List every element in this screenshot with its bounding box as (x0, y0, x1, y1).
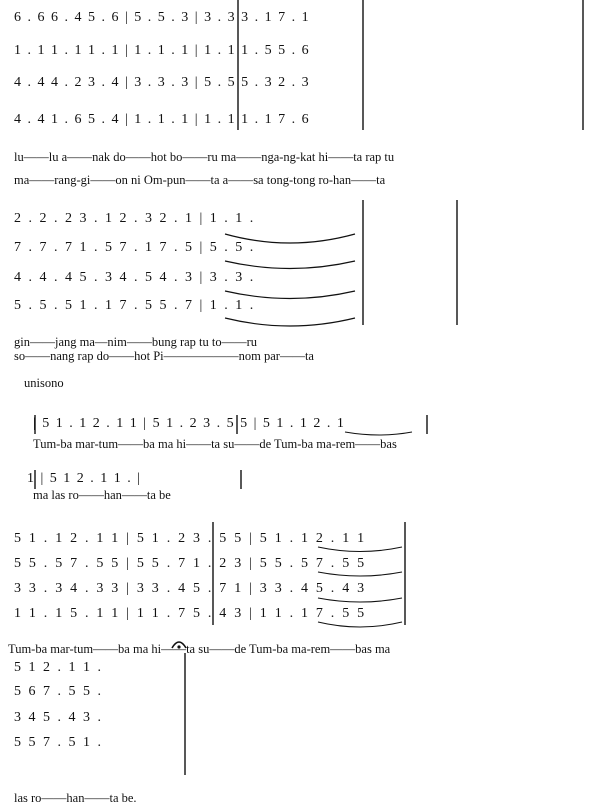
unisono-line-2: 1 | 5 1 2 . 1 1 . | (27, 471, 142, 486)
s2-row-2: 7 . 7 . 7 1 . 5 7 . 1 7 . 5 | 5 . 5 . (14, 240, 256, 255)
s4-lyric: las ro——han——ta be. (14, 791, 137, 805)
s3-row-4: 1 1 . 1 5 . 1 1 | 1 1 . 7 5 . 4 3 | 1 1 . 1 7 . 5 5 (14, 606, 367, 621)
s1-row-3: 4 . 4 4 . 2 3 . 4 | 3 . 3 . 3 | 5 . 5 5 . 3 2 . 3 (14, 75, 311, 90)
s1-row-2: 1 . 1 1 . 1 1 . 1 | 1 . 1 . 1 | 1 . 1 1 . 5 5 . 6 (14, 43, 311, 58)
s4-row-4: 5 5 7 . 5 1 . (14, 735, 103, 750)
s2-lyric-2: so——nang rap do——hot Pi——————nom par——ta (14, 349, 314, 363)
s1-row-1: 6 . 6 6 . 4 5 . 6 | 5 . 5 . 3 | 3 . 3 3 . 1 7 . 1 (14, 10, 311, 25)
unisono-lyric-2: ma las ro——han——ta be (33, 488, 171, 502)
unisono-line-1: | 5 1 . 1 2 . 1 1 | 5 1 . 2 3 . 5 5 | 5 1 . 1 2 . 1 (33, 416, 346, 431)
s1-lyric-2: ma——rang-gi——on ni Om-pun——ta a——sa tong-tong ro-han——ta (14, 173, 386, 187)
s2-row-3: 4 . 4 . 4 5 . 3 4 . 5 4 . 3 | 3 . 3 . (14, 270, 256, 285)
s2-lyric-1: gin——jang ma—nim——bung rap tu to——ru (14, 335, 258, 349)
s2-row-1: 2 . 2 . 2 3 . 1 2 . 3 2 . 1 | 1 . 1 . (14, 211, 256, 226)
s1-row-4: 4 . 4 1 . 6 5 . 4 | 1 . 1 . 1 | 1 . 1 1 . 1 7 . 6 (14, 112, 311, 127)
s3-row-2: 5 5 . 5 7 . 5 5 | 5 5 . 7 1 . 2 3 | 5 5 . 5 7 . 5 5 (14, 556, 367, 571)
s4-row-2: 5 6 7 . 5 5 . (14, 684, 103, 699)
s4-row-3: 3 4 5 . 4 3 . (14, 710, 103, 725)
s1-lyric-1: lu——lu a——nak do——hot bo——ru ma——nga-ng-kat hi——ta rap tu (14, 150, 395, 164)
s4-row-1: 5 1 2 . 1 1 . (14, 660, 103, 675)
s2-row-4: 5 . 5 . 5 1 . 1 7 . 5 5 . 7 | 1 . 1 . (14, 298, 256, 313)
unisono-label: unisono (24, 376, 64, 390)
s3-row-3: 3 3 . 3 4 . 3 3 | 3 3 . 4 5 . 7 1 | 3 3 . 4 5 . 4 3 (14, 581, 367, 596)
unisono-lyric-1: Tum-ba mar-tum——ba ma hi——ta su——de Tum-ba ma-rem——bas (33, 437, 397, 451)
s3-row-1: 5 1 . 1 2 . 1 1 | 5 1 . 2 3 . 5 5 | 5 1 . 1 2 . 1 1 (14, 531, 367, 546)
s3-lyric: Tum-ba mar-tum——ba ma hi——ta su——de Tum-ba ma-rem——bas ma (8, 642, 391, 656)
